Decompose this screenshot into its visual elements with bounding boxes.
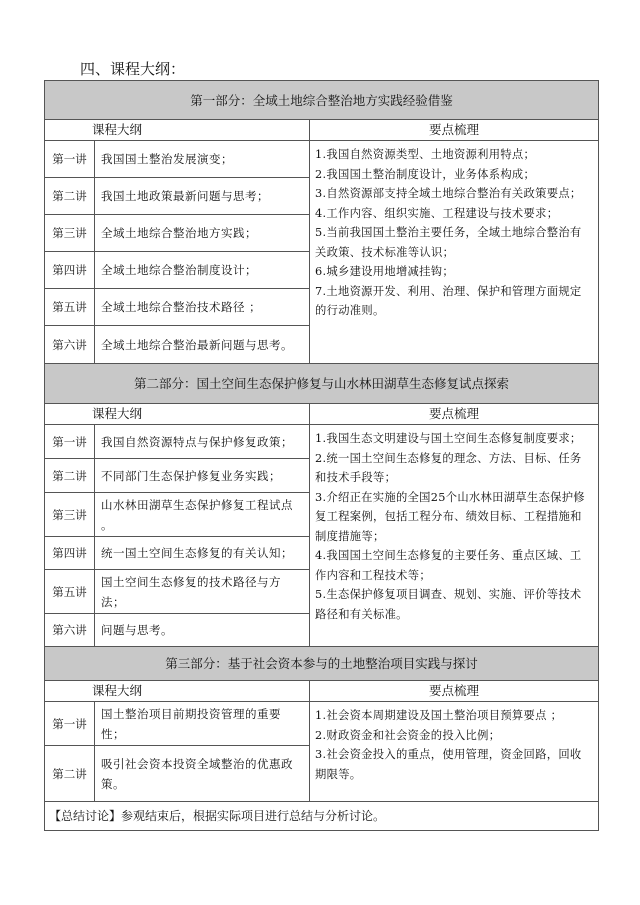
col-header-points: 要点梳理 — [428, 406, 479, 421]
point-item: 3.介绍正在实施的全国25个山水林田湖草生态保护修复工程案例，包括工程分布、绩效目标、工程措施和制度措施等； — [315, 490, 585, 543]
part-2-header-row — [44, 404, 599, 425]
col-header-points: 要点梳理 — [428, 122, 479, 137]
lesson-row — [45, 289, 309, 326]
lesson-row — [45, 326, 309, 363]
course-outline-table — [44, 80, 599, 831]
lesson-row — [45, 425, 309, 459]
lesson-title: 吸引社会资本投资全域整治的优惠政策。 — [101, 756, 293, 791]
lesson-number: 第三讲 — [45, 493, 95, 536]
part-3-points — [310, 702, 598, 801]
lesson-row — [45, 570, 309, 614]
part-1-points — [310, 141, 598, 363]
lesson-title: 问题与思考。 — [101, 623, 173, 637]
lesson-title: 国土空间生态修复的技术路径与方法； — [101, 574, 281, 609]
point-item: 3.社会资金投入的重点，使用管理，资金回路，回收期限等。 — [315, 748, 582, 781]
part-2-body — [44, 425, 599, 647]
lesson-title: 山水林田湖草生态保护修复工程试点 。 — [101, 497, 293, 532]
lesson-row — [45, 459, 309, 493]
part-3-header-row — [44, 681, 599, 702]
point-item: 1.我国自然资源类型、土地资源利用特点； — [315, 148, 536, 161]
lesson-row — [45, 141, 309, 178]
lesson-number: 第二讲 — [45, 178, 95, 214]
lesson-title: 我国土地政策最新问题与思考； — [101, 189, 269, 203]
lesson-number: 第二讲 — [45, 459, 95, 492]
point-item: 4.工作内容、组织实施、工程建设与技术要求； — [315, 206, 559, 220]
part-2-lessons — [45, 425, 310, 646]
col-header-outline: 课程大纲 — [45, 404, 310, 424]
point-item: 3.自然资源部支持全域土地综合整治有关政策要点； — [315, 187, 582, 200]
point-item: 2.统一国土空间生态修复的理念、方法、目标、任务和技术手段等； — [315, 451, 582, 484]
lesson-title: 国土整治项目前期投资管理的重要性； — [101, 706, 281, 741]
section-heading: 四、课程大纲： — [80, 60, 186, 78]
lesson-title: 全域土地综合整治技术路径 ； — [101, 300, 262, 314]
lesson-number: 第二讲 — [45, 746, 95, 801]
lesson-row — [45, 178, 309, 215]
lesson-number: 第六讲 — [45, 326, 95, 363]
lesson-title: 全域土地综合整治制度设计； — [101, 263, 257, 277]
lesson-row — [45, 537, 309, 570]
lesson-number: 第五讲 — [45, 570, 95, 613]
lesson-title: 不同部门生态保护修复业务实践； — [101, 468, 281, 483]
lesson-row — [45, 614, 309, 646]
lesson-title: 我国自然资源特点与保护修复政策； — [101, 434, 293, 449]
col-header-outline: 课程大纲 — [45, 681, 310, 701]
lesson-row — [45, 746, 309, 801]
point-item: 4.我国国土空间生态修复的主要任务、重点区域、工作内容和工程技术等； — [315, 549, 582, 582]
point-item: 2.财政资金和社会资金的投入比例； — [315, 728, 501, 742]
lesson-row — [45, 215, 309, 252]
lesson-number: 第三讲 — [45, 215, 95, 251]
part-2-points — [310, 425, 598, 646]
point-item: 2.我国国土整治制度设计，业务体系构成； — [315, 167, 536, 181]
point-item: 1.我国生态文明建设与国土空间生态修复制度要求； — [315, 432, 582, 445]
point-item: 6.城乡建设用地增减挂钩； — [315, 265, 454, 278]
point-item: 7.土地资源开发、利用、治理、保护和管理方面规定的行动准则。 — [315, 284, 582, 317]
part-1-lessons — [45, 141, 310, 363]
part-1-title: 第一部分：全域土地综合整治地方实践经验借鉴 — [44, 80, 599, 120]
point-item: 5.当前我国国土整治主要任务，全域土地综合整治有关政策、技术标准等认识； — [315, 226, 582, 259]
lesson-row — [45, 702, 309, 746]
part-3-title: 第三部分：基于社会资本参与的土地整治项目实践与探讨 — [44, 647, 599, 681]
lesson-row — [45, 493, 309, 537]
lesson-number: 第四讲 — [45, 537, 95, 569]
part-1-header-row — [44, 120, 599, 141]
lesson-title: 全域土地综合整治地方实践； — [101, 226, 257, 240]
lesson-title: 我国国土整治发展演变； — [101, 152, 233, 166]
point-item: 5.生态保护修复项目调查、规划、实施、评价等技术路径和有关标准。 — [315, 588, 582, 621]
col-header-outline: 课程大纲 — [45, 120, 310, 140]
part-3-lessons — [45, 702, 310, 801]
lesson-title: 统一国土空间生态修复的有关认知； — [101, 546, 293, 560]
part-2-title: 第二部分：国土空间生态保护修复与山水林田湖草生态修复试点探索 — [44, 364, 599, 404]
lesson-number: 第一讲 — [45, 425, 95, 458]
point-item: 1.社会资本周期建设及国土整治项目预算要点 ； — [315, 709, 563, 722]
lesson-title: 全域土地综合整治最新问题与思考。 — [101, 337, 293, 352]
summary-discussion: 【总结讨论】参观结束后，根据实际项目进行总结与分析讨论。 — [44, 802, 599, 831]
lesson-number: 第六讲 — [45, 614, 95, 646]
part-1-body — [44, 141, 599, 364]
lesson-number: 第五讲 — [45, 289, 95, 325]
part-3-body — [44, 702, 599, 802]
lesson-number: 第一讲 — [45, 141, 95, 177]
lesson-row — [45, 252, 309, 289]
lesson-number: 第四讲 — [45, 252, 95, 288]
lesson-number: 第一讲 — [45, 702, 95, 745]
col-header-points: 要点梳理 — [428, 683, 479, 698]
